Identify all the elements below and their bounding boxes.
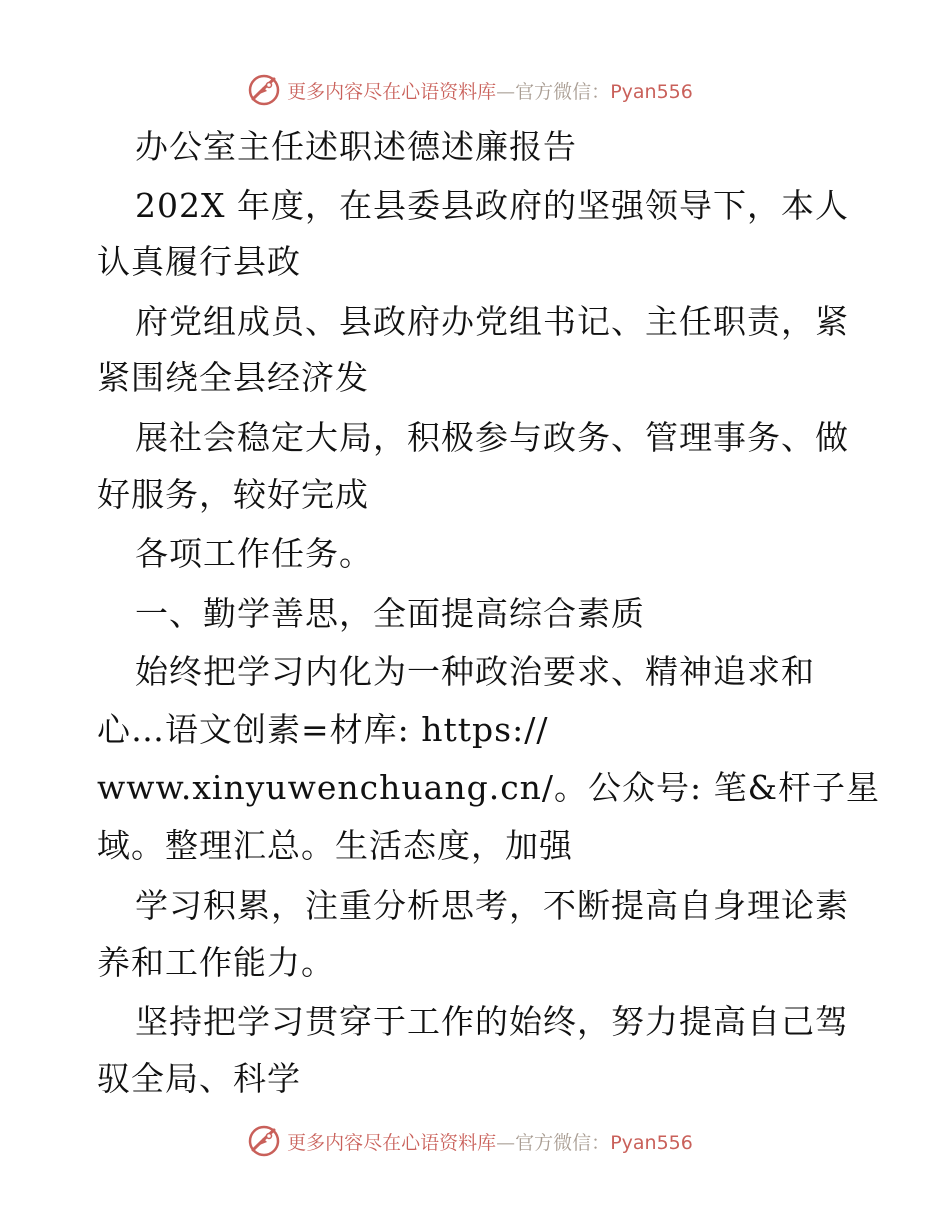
text-line: 202X 年度，在县委县政府的坚强领导下，本人 <box>135 186 849 225</box>
text-line: 府党组成员、县政府办党组书记、主任职责，紧 <box>135 302 849 341</box>
section-heading: 一、勤学善思，全面提高综合素质 <box>135 594 645 633</box>
text-line: 学习积累，注重分析思考，不断提高自身理论素 <box>135 886 849 925</box>
banner-main-text: 更多内容尽在心语资料库 <box>287 1131 497 1154</box>
text-line: 认真履行县政 <box>97 242 301 281</box>
banner-dash: — <box>496 1131 516 1154</box>
text-line: 养和工作能力。 <box>97 943 335 982</box>
text-line: 紧围绕全县经济发 <box>97 358 369 397</box>
pen-logo-icon <box>247 1124 281 1158</box>
text-line: 心…语文创素=材库: https:// <box>97 710 549 749</box>
text-line: www.xinyuwenchuang.cn/。公众号: 笔&杆子星 <box>97 768 881 807</box>
text-line: 域。整理汇总。生活态度，加强 <box>97 826 573 865</box>
banner-text <box>287 1128 693 1155</box>
text-line: 驭全局、科学 <box>97 1059 301 1098</box>
text-line: 好服务，较好完成 <box>97 475 369 514</box>
banner-dash: — <box>496 80 516 103</box>
document-title: 办公室主任述职述德述廉报告 <box>135 127 577 166</box>
banner-wechat-account: Pyan556 <box>610 80 693 103</box>
footer-watermark-banner <box>0 1121 950 1161</box>
text-line: 坚持把学习贯穿于工作的始终，努力提高自己驾 <box>135 1002 849 1041</box>
text-line: 各项工作任务。 <box>135 534 373 573</box>
text-line: 始终把学习内化为一种政治要求、精神追求和 <box>135 652 815 691</box>
banner-wechat-label: 官方微信： <box>515 1131 611 1154</box>
banner-wechat-label: 官方微信： <box>515 80 611 103</box>
text-line: 展社会稳定大局，积极参与政务、管理事务、做 <box>135 418 849 457</box>
banner-main-text: 更多内容尽在心语资料库 <box>287 80 497 103</box>
banner-wechat-account: Pyan556 <box>610 1131 693 1154</box>
